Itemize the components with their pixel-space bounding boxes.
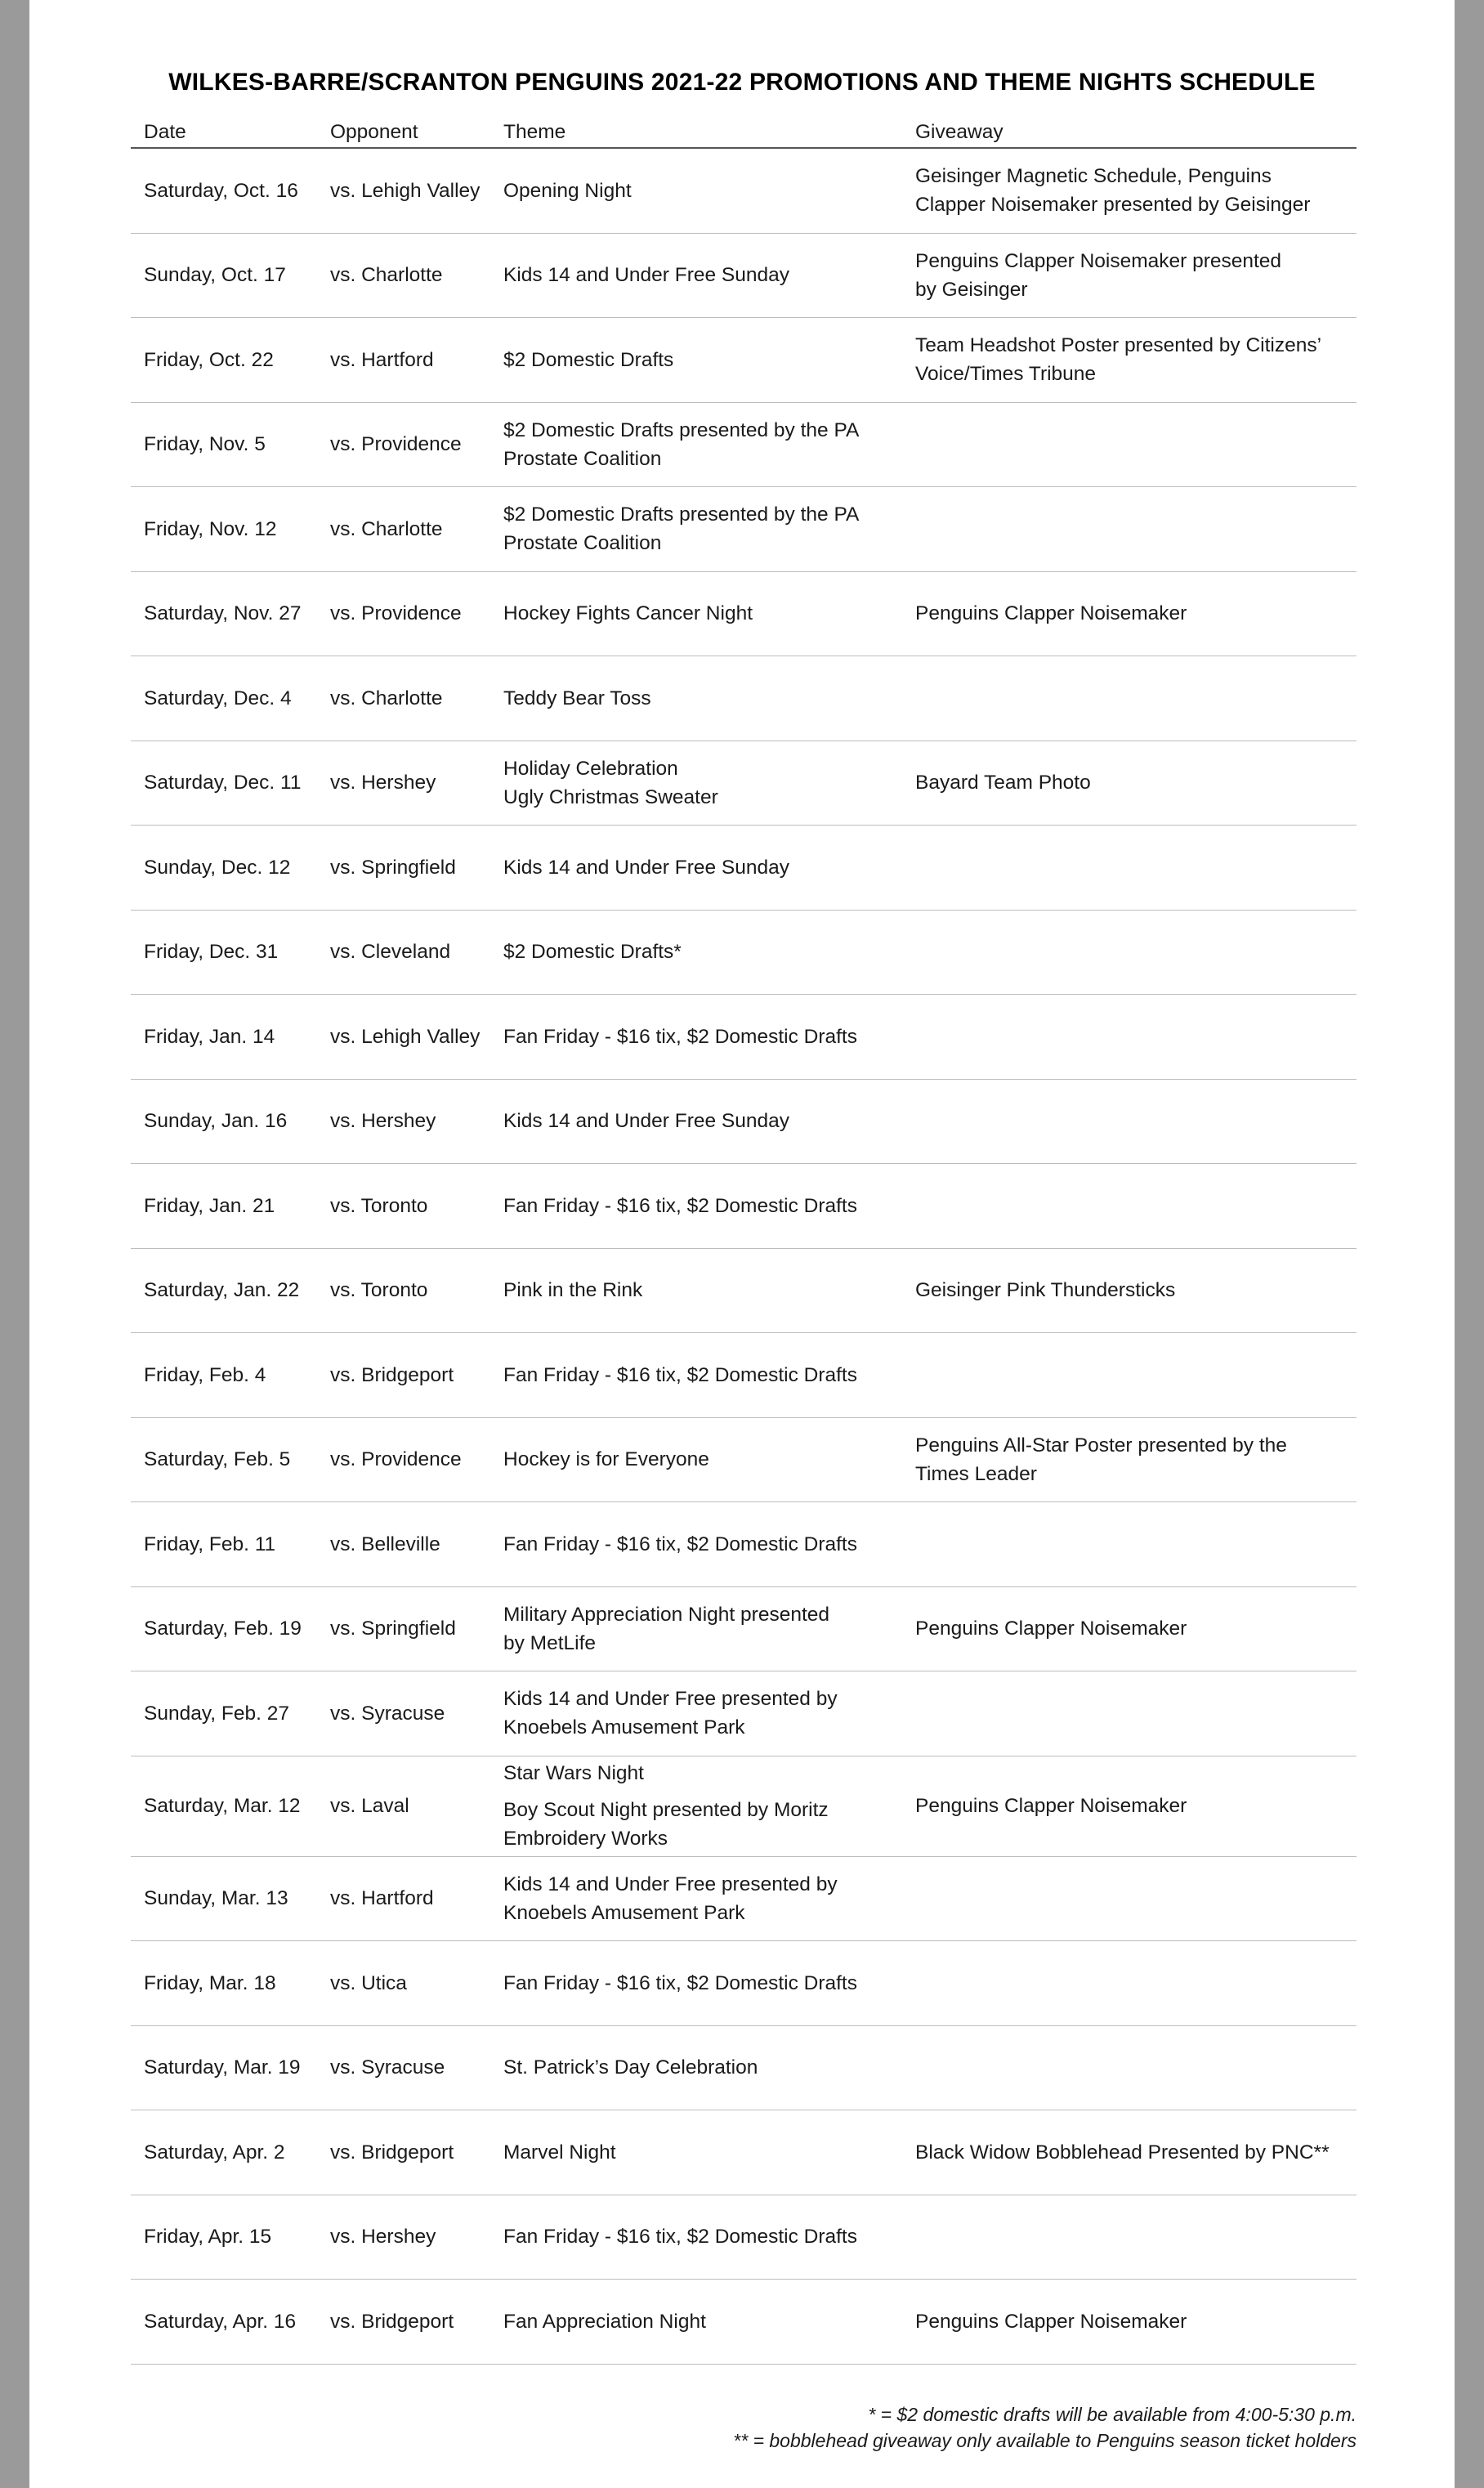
giveaway-line: Penguins Clapper Noisemaker presented	[915, 249, 1282, 272]
opponent-cell: vs. Syracuse	[322, 2025, 490, 2110]
date-cell: Saturday, Nov. 27	[131, 571, 322, 656]
date-cell: Sunday, Feb. 27	[131, 1671, 322, 1756]
giveaway-cell	[902, 1586, 1357, 1671]
theme-line: Kids 14 and Under Free Sunday	[503, 264, 790, 287]
table-row	[131, 741, 1357, 826]
table-row	[131, 2280, 1357, 2365]
theme-cell	[490, 148, 902, 233]
theme-line: Holiday Celebration	[503, 757, 678, 780]
table-row	[131, 1671, 1357, 1756]
opponent-cell: vs. Providence	[322, 402, 490, 487]
theme-cell	[490, 402, 902, 487]
footnote-drafts: * = $2 domestic drafts will be available from 4:00-5:30 p.m.	[868, 2404, 1357, 2425]
giveaway-cell	[902, 656, 1357, 741]
footnote-bobblehead: ** = bobblehead giveaway only available to Penguins season ticket holders	[733, 2430, 1357, 2451]
theme-line: Knoebels Amusement Park	[503, 1901, 745, 1924]
opponent-cell: vs. Toronto	[322, 1248, 490, 1333]
giveaway-cell	[902, 402, 1357, 487]
date-cell: Friday, Dec. 31	[131, 910, 322, 995]
opponent-cell: vs. Bridgeport	[322, 2280, 490, 2365]
opponent-cell: vs. Hartford	[322, 318, 490, 403]
theme-line: Embroidery Works	[503, 1828, 668, 1850]
giveaway-line: Team Headshot Poster presented by Citizens’	[915, 334, 1322, 357]
giveaway-cell	[902, 487, 1357, 572]
theme-line: Fan Friday - $16 tix, $2 Domestic Drafts	[503, 1363, 857, 1386]
opponent-cell: vs. Bridgeport	[322, 1333, 490, 1418]
theme-cell	[490, 1941, 902, 2026]
giveaway-cell	[902, 2280, 1357, 2365]
date-cell: Friday, Nov. 12	[131, 487, 322, 572]
theme-line: Kids 14 and Under Free presented by	[503, 1873, 838, 1895]
theme-line: Kids 14 and Under Free Sunday	[503, 1110, 790, 1133]
theme-cell	[490, 1417, 902, 1502]
date-cell: Saturday, Feb. 19	[131, 1586, 322, 1671]
theme-line: Marvel Night	[503, 2141, 616, 2164]
giveaway-cell	[902, 2110, 1357, 2195]
giveaway-cell	[902, 1079, 1357, 1164]
table-row	[131, 2025, 1357, 2110]
theme-line: $2 Domestic Drafts	[503, 348, 674, 371]
giveaway-cell	[902, 1333, 1357, 1418]
theme-cell	[490, 741, 902, 826]
theme-line: Opening Night	[503, 179, 632, 202]
giveaway-cell	[902, 318, 1357, 403]
table-row	[131, 233, 1357, 318]
table-row	[131, 571, 1357, 656]
theme-line: Fan Friday - $16 tix, $2 Domestic Drafts	[503, 1533, 857, 1555]
theme-line: Star Wars Night	[503, 1762, 644, 1784]
theme-line: Teddy Bear Toss	[503, 687, 651, 709]
theme-cell	[490, 571, 902, 656]
table-row	[131, 826, 1357, 911]
table-row	[131, 1586, 1357, 1671]
theme-cell	[490, 995, 902, 1080]
theme-cell	[490, 2280, 902, 2365]
column-header-opponent: Opponent	[322, 114, 490, 148]
giveaway-line: Penguins All-Star Poster presented by the	[915, 1434, 1287, 1457]
opponent-cell: vs. Springfield	[322, 826, 490, 911]
giveaway-cell	[902, 233, 1357, 318]
opponent-cell: vs. Charlotte	[322, 656, 490, 741]
theme-cell	[490, 826, 902, 911]
theme-line: St. Patrick’s Day Celebration	[503, 2056, 758, 2079]
table-row	[131, 2195, 1357, 2280]
date-cell: Saturday, Oct. 16	[131, 148, 322, 233]
page-title: WILKES-BARRE/SCRANTON PENGUINS 2021-22 PROMOTIONS AND THEME NIGHTS SCHEDULE	[168, 69, 1316, 96]
theme-cell	[490, 1502, 902, 1587]
table-row	[131, 1079, 1357, 1164]
theme-cell	[490, 1164, 902, 1249]
table-row	[131, 1756, 1357, 1856]
giveaway-cell	[902, 1671, 1357, 1756]
opponent-cell: vs. Syracuse	[322, 1671, 490, 1756]
opponent-cell: vs. Springfield	[322, 1586, 490, 1671]
table-row	[131, 487, 1357, 572]
table-row	[131, 318, 1357, 403]
opponent-cell: vs. Belleville	[322, 1502, 490, 1587]
opponent-cell: vs. Hershey	[322, 741, 490, 826]
opponent-cell: vs. Hartford	[322, 1856, 490, 1941]
theme-cell	[490, 1671, 902, 1756]
theme-line: Fan Friday - $16 tix, $2 Domestic Drafts	[503, 1971, 857, 1994]
date-cell: Friday, Apr. 15	[131, 2195, 322, 2280]
theme-cell	[490, 1333, 902, 1418]
theme-line: Pink in the Rink	[503, 1279, 643, 1302]
opponent-cell: vs. Providence	[322, 1417, 490, 1502]
table-row	[131, 1164, 1357, 1249]
theme-cell	[490, 1248, 902, 1333]
opponent-cell: vs. Providence	[322, 571, 490, 656]
theme-cell	[490, 1856, 902, 1941]
footnotes	[733, 2401, 1357, 2454]
table-row	[131, 656, 1357, 741]
opponent-cell: vs. Hershey	[322, 2195, 490, 2280]
giveaway-cell	[902, 1756, 1357, 1856]
giveaway-line: Clapper Noisemaker presented by Geisinger	[915, 194, 1311, 217]
theme-line: Knoebels Amusement Park	[503, 1716, 745, 1739]
theme-cell	[490, 2025, 902, 2110]
date-cell: Sunday, Dec. 12	[131, 826, 322, 911]
table-row	[131, 1333, 1357, 1418]
giveaway-line: by Geisinger	[915, 278, 1028, 301]
date-cell: Friday, Jan. 14	[131, 995, 322, 1080]
theme-line: Fan Friday - $16 tix, $2 Domestic Drafts	[503, 1194, 857, 1217]
giveaway-cell	[902, 1417, 1357, 1502]
date-cell: Sunday, Jan. 16	[131, 1079, 322, 1164]
table-row	[131, 995, 1357, 1080]
giveaway-cell	[902, 826, 1357, 911]
theme-cell	[490, 2110, 902, 2195]
theme-cell	[490, 233, 902, 318]
opponent-cell: vs. Hershey	[322, 1079, 490, 1164]
date-cell: Friday, Nov. 5	[131, 402, 322, 487]
theme-line: Fan Friday - $16 tix, $2 Domestic Drafts	[503, 1025, 857, 1048]
date-cell: Saturday, Apr. 2	[131, 2110, 322, 2195]
giveaway-cell	[902, 1856, 1357, 1941]
table-row	[131, 910, 1357, 995]
theme-line: Kids 14 and Under Free presented by	[503, 1688, 838, 1711]
schedule-body	[131, 148, 1357, 2364]
date-cell: Saturday, Mar. 12	[131, 1756, 322, 1856]
giveaway-line: Black Widow Bobblehead Presented by PNC**	[915, 2141, 1330, 2164]
giveaway-line: Voice/Times Tribune	[915, 363, 1097, 386]
theme-cell	[490, 656, 902, 741]
giveaway-cell	[902, 995, 1357, 1080]
theme-line: Hockey Fights Cancer Night	[503, 602, 753, 625]
theme-cell	[490, 910, 902, 995]
giveaway-line: Penguins Clapper Noisemaker	[915, 1618, 1187, 1640]
theme-line: $2 Domestic Drafts presented by the PA	[503, 503, 860, 526]
date-cell: Sunday, Mar. 13	[131, 1856, 322, 1941]
table-row	[131, 1502, 1357, 1587]
table-row	[131, 1248, 1357, 1333]
date-cell: Saturday, Dec. 4	[131, 656, 322, 741]
opponent-cell: vs. Laval	[322, 1756, 490, 1856]
theme-line: Prostate Coalition	[503, 532, 662, 555]
date-cell: Sunday, Oct. 17	[131, 233, 322, 318]
theme-line: Military Appreciation Night presented	[503, 1603, 830, 1626]
theme-line: $2 Domestic Drafts presented by the PA	[503, 418, 860, 441]
table-row	[131, 1417, 1357, 1502]
date-cell: Saturday, Feb. 5	[131, 1417, 322, 1502]
opponent-cell: vs. Lehigh Valley	[322, 148, 490, 233]
column-header-date: Date	[131, 114, 322, 148]
schedule-table	[131, 114, 1357, 2365]
giveaway-cell	[902, 2195, 1357, 2280]
column-header-theme: Theme	[490, 114, 902, 148]
theme-line: $2 Domestic Drafts*	[503, 941, 682, 964]
opponent-cell: vs. Charlotte	[322, 233, 490, 318]
opponent-cell: vs. Toronto	[322, 1164, 490, 1249]
theme-line: by MetLife	[503, 1631, 597, 1654]
theme-cell	[490, 1079, 902, 1164]
date-cell: Saturday, Mar. 19	[131, 2025, 322, 2110]
giveaway-line: Penguins Clapper Noisemaker	[915, 2310, 1187, 2333]
giveaway-line: Geisinger Pink Thundersticks	[915, 1279, 1176, 1302]
theme-cell	[490, 1586, 902, 1671]
giveaway-line: Bayard Team Photo	[915, 772, 1091, 794]
giveaway-cell	[902, 148, 1357, 233]
theme-cell	[490, 487, 902, 572]
opponent-cell: vs. Lehigh Valley	[322, 995, 490, 1080]
theme-line: Fan Friday - $16 tix, $2 Domestic Drafts	[503, 2226, 857, 2249]
giveaway-cell	[902, 741, 1357, 826]
date-cell: Saturday, Apr. 16	[131, 2280, 322, 2365]
theme-cell	[490, 1756, 902, 1856]
date-cell: Friday, Jan. 21	[131, 1164, 322, 1249]
theme-cell	[490, 2195, 902, 2280]
giveaway-cell	[902, 910, 1357, 995]
column-header-giveaway: Giveaway	[902, 114, 1357, 148]
opponent-cell: vs. Bridgeport	[322, 2110, 490, 2195]
date-cell: Friday, Feb. 11	[131, 1502, 322, 1587]
giveaway-cell	[902, 1502, 1357, 1587]
giveaway-line: Penguins Clapper Noisemaker	[915, 1795, 1187, 1817]
giveaway-cell	[902, 1164, 1357, 1249]
giveaway-cell	[902, 1248, 1357, 1333]
giveaway-line: Penguins Clapper Noisemaker	[915, 602, 1187, 625]
date-cell: Friday, Feb. 4	[131, 1333, 322, 1418]
theme-line: Hockey is for Everyone	[503, 1448, 709, 1471]
table-header-row	[131, 114, 1357, 148]
table-row	[131, 1941, 1357, 2026]
opponent-cell: vs. Utica	[322, 1941, 490, 2026]
theme-cell	[490, 318, 902, 403]
date-cell: Saturday, Jan. 22	[131, 1248, 322, 1333]
table-row	[131, 2110, 1357, 2195]
theme-line: Kids 14 and Under Free Sunday	[503, 856, 790, 879]
document-page	[29, 0, 1455, 2488]
giveaway-line: Geisinger Magnetic Schedule, Penguins	[915, 165, 1272, 188]
theme-line: Ugly Christmas Sweater	[503, 785, 718, 808]
theme-line: Prostate Coalition	[503, 447, 662, 470]
table-row	[131, 1856, 1357, 1941]
opponent-cell: vs. Charlotte	[322, 487, 490, 572]
giveaway-line: Times Leader	[915, 1462, 1037, 1485]
table-row	[131, 402, 1357, 487]
giveaway-cell	[902, 571, 1357, 656]
date-cell: Friday, Oct. 22	[131, 318, 322, 403]
giveaway-cell	[902, 2025, 1357, 2110]
theme-line: Boy Scout Night presented by Moritz	[503, 1799, 829, 1821]
date-cell: Saturday, Dec. 11	[131, 741, 322, 826]
theme-line: Fan Appreciation Night	[503, 2310, 706, 2333]
giveaway-cell	[902, 1941, 1357, 2026]
opponent-cell: vs. Cleveland	[322, 910, 490, 995]
date-cell: Friday, Mar. 18	[131, 1941, 322, 2026]
table-row	[131, 148, 1357, 233]
